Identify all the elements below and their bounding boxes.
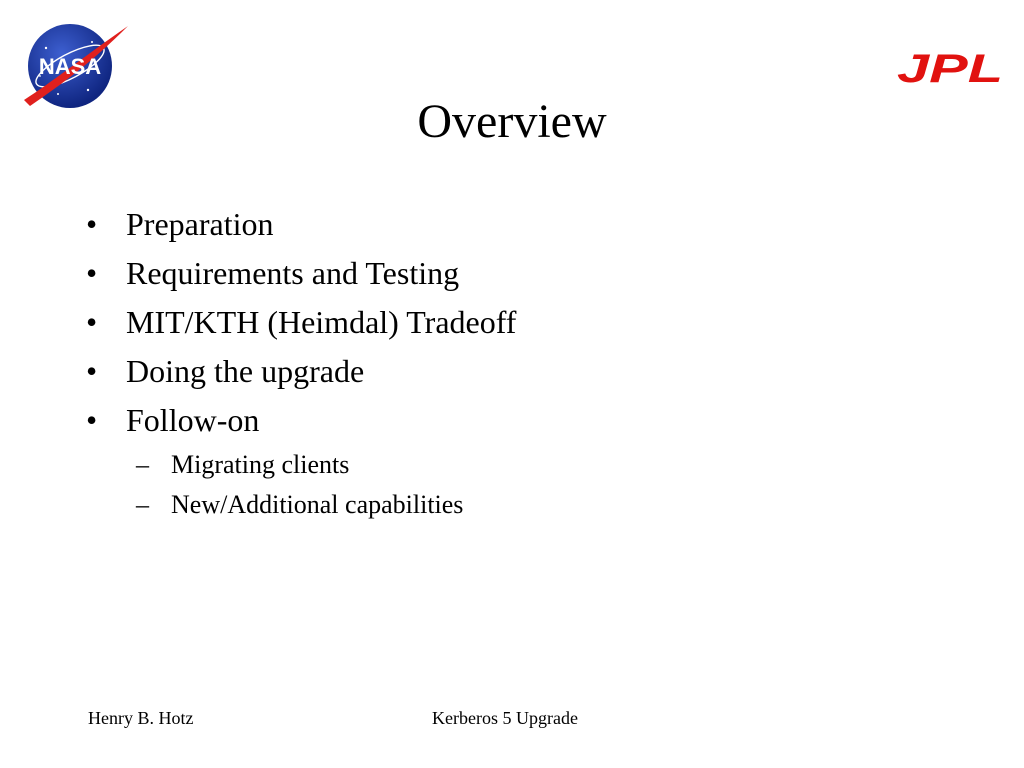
jpl-logo-icon (895, 50, 1005, 86)
sub-bullet-dash-icon: – (136, 490, 149, 519)
bullet-dot-icon: • (86, 353, 98, 389)
sub-bullet-text: Migrating clients (171, 450, 350, 479)
bullet-text: Requirements and Testing (126, 255, 460, 291)
sub-bullet-text: New/Additional capabilities (171, 490, 464, 519)
footer-author: Henry B. Hotz (88, 708, 194, 728)
bullet-item (86, 298, 966, 347)
sub-bullet-item (86, 485, 966, 525)
bullet-dot-icon: • (86, 206, 98, 242)
bullet-dot-icon: • (86, 402, 98, 438)
bullet-text: MIT/KTH (Heimdal) Tradeoff (126, 304, 517, 340)
bullet-item (86, 200, 966, 249)
bullet-item (86, 396, 966, 445)
nasa-logo-text: NASA (38, 54, 102, 79)
bullet-text: Doing the upgrade (126, 353, 365, 389)
bullet-text: Follow-on (126, 402, 260, 438)
sub-bullet-item (86, 445, 966, 485)
bullet-item (86, 347, 966, 396)
sub-bullet-dash-icon: – (136, 450, 149, 479)
bullet-dot-icon: • (86, 304, 98, 340)
bullet-text: Preparation (126, 206, 274, 242)
bullet-dot-icon: • (86, 255, 98, 291)
slide-title: Overview (417, 95, 607, 148)
bullet-item (86, 249, 966, 298)
jpl-logo-text: JPL (897, 50, 1003, 86)
footer-title: Kerberos 5 Upgrade (432, 708, 578, 728)
bullet-list (86, 200, 966, 525)
